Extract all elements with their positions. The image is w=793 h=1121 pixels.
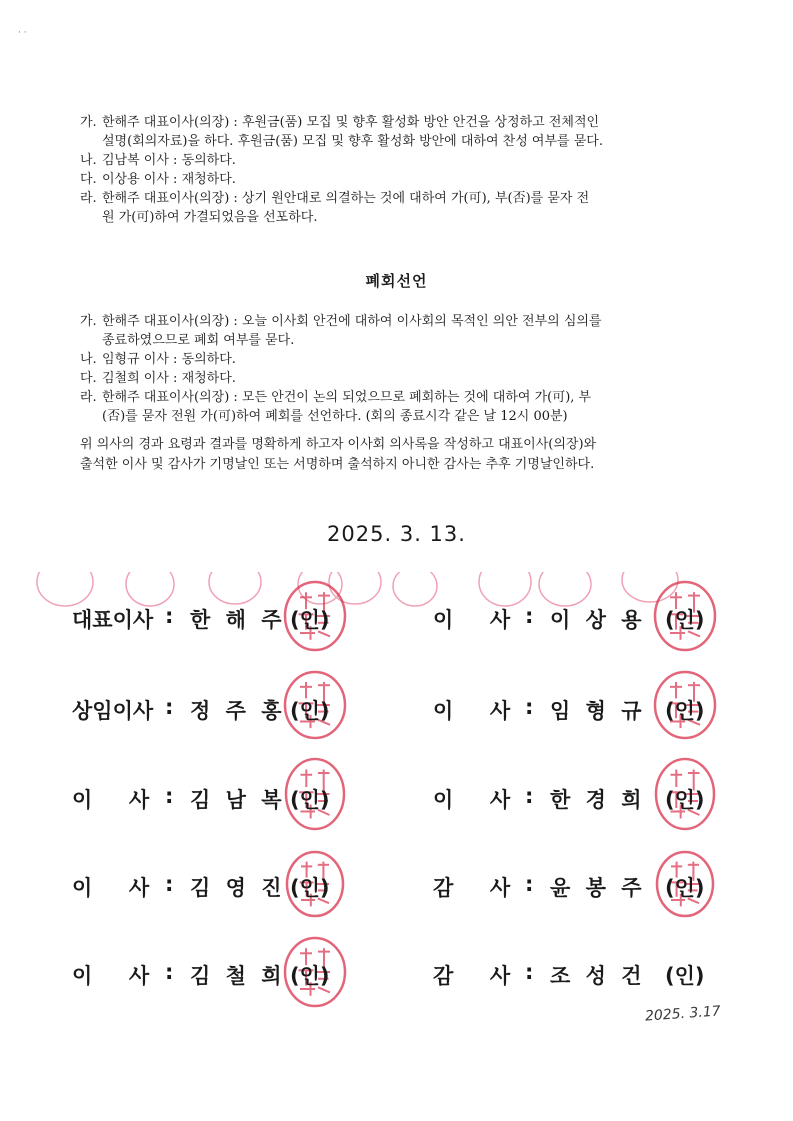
seal-placeholder: (인) <box>290 964 330 988</box>
signature-row-right-1 <box>433 604 753 644</box>
closing-heading: 폐회선언 <box>365 272 428 290</box>
item-text: 한해주 대표이사(의장) : 모든 안건이 논의 되었으므로 폐회하는 것에 대하여 가(可), 부 <box>102 390 592 405</box>
seal-placeholder: (인) <box>290 699 330 723</box>
item-label: 가. <box>80 115 97 130</box>
resolution-item <box>80 151 740 170</box>
scan-marks: · · <box>18 28 27 38</box>
signature-row-left-3 <box>72 784 392 824</box>
signatory-separator: : <box>165 695 174 719</box>
closing-statement-line: 출석한 이사 및 감사가 기명날인 또는 서명하며 출석하지 아니한 감사는 추후 기명날인하다. <box>80 457 595 472</box>
signatory-separator: : <box>525 960 534 984</box>
item-text: 이상용 이사 : 재청하다. <box>102 172 236 187</box>
item-text-continued: 원 가(可)하여 가결되었음을 선포하다. <box>102 210 318 225</box>
seal-placeholder: (인) <box>290 876 330 900</box>
seal-placeholder: (인) <box>665 699 705 723</box>
signatory-role: 이 사 <box>433 699 511 723</box>
item-label: 다. <box>80 172 97 187</box>
signatory-name: 한 해 주 <box>190 608 286 632</box>
signatory-role: 이 사 <box>72 876 150 900</box>
closing-item <box>80 350 740 369</box>
item-label: 가. <box>80 314 97 329</box>
seal-placeholder: (인) <box>290 608 330 632</box>
signatory-separator: : <box>525 784 534 808</box>
seal-placeholder: (인) <box>665 608 705 632</box>
signatory-role: 감 사 <box>433 876 511 900</box>
item-text: 한해주 대표이사(의장) : 후원금(품) 모집 및 향후 활성화 방안 안건을 상정하고 전체적인 <box>102 115 600 130</box>
closing-item <box>80 312 740 331</box>
item-text-continued: 설명(회의자료)을 하다. 후원금(품) 모집 및 향후 활성화 방안에 대하여 찬성 여부를 묻다. <box>102 134 603 149</box>
item-text-continued: 종료하였으므로 폐회 여부를 묻다. <box>102 333 295 348</box>
signature-row-left-2 <box>72 695 392 735</box>
seal-placeholder: (인) <box>665 788 705 812</box>
item-text: 임형규 이사 : 동의하다. <box>102 352 236 367</box>
item-label: 라. <box>80 390 97 405</box>
signatory-separator: : <box>525 604 534 628</box>
signature-row-right-2 <box>433 695 753 735</box>
signatory-separator: : <box>525 695 534 719</box>
closing-item <box>80 388 740 407</box>
signature-row-right-5 <box>433 960 753 1000</box>
resolution-item <box>80 170 740 189</box>
signatory-name: 김 남 복 <box>190 788 286 812</box>
item-label: 나. <box>80 153 97 168</box>
signatory-separator: : <box>165 604 174 628</box>
resolution-section <box>80 113 740 227</box>
signatory-role: 대표이사 <box>72 608 154 632</box>
signatory-name: 김 영 진 <box>190 876 286 900</box>
closing-statement-line: 위 의사의 경과 요령과 결과를 명확하게 하고자 이사회 의사록을 작성하고 대표이사(의장)와 <box>80 437 597 452</box>
signature-row-left-1 <box>72 604 392 644</box>
closing-statement <box>80 435 740 475</box>
item-text: 김철희 이사 : 재청하다. <box>102 371 236 386</box>
signature-row-right-4 <box>433 872 753 912</box>
signatory-name: 김 철 희 <box>190 964 286 988</box>
signature-row-left-4 <box>72 872 392 912</box>
item-text-continued: (否)를 묻자 전원 가(可)하여 폐회를 선언하다. (회의 종료시각 같은 날 12시 00분) <box>102 409 568 424</box>
signatory-name: 조 성 건 <box>550 964 646 988</box>
item-text: 김남복 이사 : 동의하다. <box>102 153 236 168</box>
signatory-role: 이 사 <box>433 788 511 812</box>
signatory-separator: : <box>165 784 174 808</box>
signatory-role: 이 사 <box>433 608 511 632</box>
signatory-name: 한 경 희 <box>550 788 646 812</box>
seal-placeholder: (인) <box>665 876 705 900</box>
handwritten-date: 2025. 3.17 <box>644 1003 722 1025</box>
item-label: 나. <box>80 352 97 367</box>
seal-placeholder: (인) <box>290 788 330 812</box>
signatory-separator: : <box>165 872 174 896</box>
signatory-name: 정 주 홍 <box>190 699 286 723</box>
signatory-name: 윤 봉 주 <box>550 876 646 900</box>
signatory-separator: : <box>525 872 534 896</box>
item-label: 다. <box>80 371 97 386</box>
signatory-role: 이 사 <box>72 964 150 988</box>
item-text: 한해주 대표이사(의장) : 상기 원안대로 의결하는 것에 대하여 가(可), 부(否)를 묻자 전 <box>102 191 590 206</box>
meeting-date: 2025. 3. 13. <box>327 522 466 546</box>
signature-row-right-3 <box>433 784 753 824</box>
resolution-item <box>80 113 740 132</box>
signature-row-left-5 <box>72 960 392 1000</box>
signatory-role: 이 사 <box>72 788 150 812</box>
signatory-name: 임 형 규 <box>550 699 646 723</box>
signatory-separator: : <box>165 960 174 984</box>
item-label: 라. <box>80 191 97 206</box>
resolution-item <box>80 189 740 208</box>
closing-item <box>80 369 740 388</box>
closing-section <box>80 312 740 426</box>
signatory-role: 감 사 <box>433 964 511 988</box>
signatory-name: 이 상 용 <box>550 608 646 632</box>
signatory-role: 상임이사 <box>72 699 154 723</box>
item-text: 한해주 대표이사(의장) : 오늘 이사회 안건에 대하여 이사회의 목적인 의안 전부의 심의를 <box>102 314 602 329</box>
seal-placeholder: (인) <box>665 964 705 988</box>
